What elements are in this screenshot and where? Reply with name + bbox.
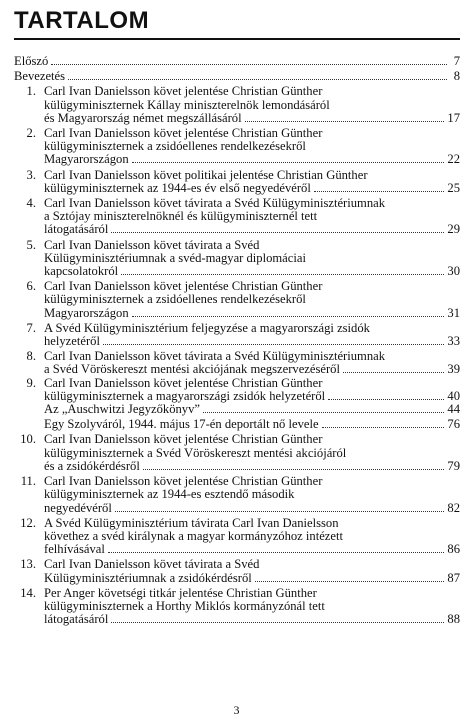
toc-entry	[14, 70, 460, 83]
toc-entry-title: Carl Ivan Danielsson követ jelentése Christian Günther	[44, 279, 323, 294]
dot-leader	[115, 502, 445, 512]
toc-entry-title: külügyminiszternek Kállay miniszterelnök lemondásáról	[44, 97, 330, 112]
toc-entry	[14, 475, 460, 515]
toc-entry-title: A Svéd Külügyminisztérium feljegyzése a magyarországi zsidók	[44, 320, 370, 335]
toc-entry-title: Carl Ivan Danielsson követ távirata a Svéd Külügyminisztériumnak	[44, 196, 385, 211]
toc-entry-title: és a zsidókérdésről	[44, 458, 140, 473]
toc-entry-number: 10.	[20, 432, 36, 447]
dot-leader	[111, 613, 444, 623]
toc-entry	[14, 280, 460, 320]
toc-entry	[14, 127, 460, 167]
dot-leader	[108, 543, 445, 553]
title-rule	[14, 38, 460, 40]
dot-leader	[255, 572, 445, 582]
toc-entry-number: 7.	[26, 320, 36, 335]
toc-entry-number: 8.	[26, 349, 36, 364]
toc-entry-title: a Sztójay miniszterelnöknél és külügyminiszternél tett	[44, 209, 318, 224]
toc-entry-title: Külügyminisztériumnak a zsidókérdésről	[44, 570, 252, 585]
toc-entry-title: felhívásával	[44, 542, 105, 557]
toc-entry-title: és Magyarország német megszállásáról	[44, 110, 242, 125]
toc-entry-title: Előszó	[14, 54, 49, 68]
dot-leader	[203, 403, 444, 413]
toc-entry-title: Magyarországon	[44, 305, 129, 320]
toc-page-number: 40	[447, 388, 460, 403]
toc-entry-number: 11.	[20, 474, 36, 489]
toc-entry-title: külügyminiszternek a zsidóellenes rendelkezésekről	[44, 292, 306, 307]
toc-page-number: 31	[447, 305, 460, 320]
toc-entry-title: Carl Ivan Danielsson követ távirata a Svéd Külügyminisztériumnak	[44, 349, 385, 364]
toc-entry-title: Bevezetés	[14, 69, 66, 84]
toc-page-number: 7	[453, 54, 460, 68]
toc-entry-title: külügyminiszternek a Svéd Vöröskereszt mentési akciójáról	[44, 445, 347, 460]
toc-entry-title: külügyminiszternek a zsidóellenes rendelkezésekről	[44, 139, 306, 154]
toc-entry-title: Per Anger követségi titkár jelentése Christian Günther	[44, 585, 317, 600]
toc-entry-number: 3.	[26, 167, 36, 182]
page-number: 3	[233, 703, 240, 717]
toc-entry-number: 6.	[26, 279, 36, 294]
toc-entry	[14, 377, 460, 403]
toc-entry	[14, 517, 460, 557]
dot-leader	[132, 307, 445, 317]
toc-page-number: 33	[447, 334, 460, 349]
toc-entry-title: Magyarországon	[44, 152, 129, 167]
dot-leader	[103, 335, 444, 345]
toc-entry	[14, 558, 460, 584]
toc-page-number: 82	[447, 500, 460, 515]
toc-page-number: 87	[447, 570, 460, 585]
toc-page-number: 88	[447, 612, 460, 627]
dot-leader	[314, 182, 445, 192]
toc-entry-title: külügyminiszternek az 1944-es év első negyedévéről	[44, 180, 311, 195]
toc-entry-title: látogatásáról	[44, 612, 109, 627]
toc-page-number: 39	[447, 362, 460, 377]
toc-entry-title: Carl Ivan Danielsson követ jelentése Christian Günther	[44, 375, 323, 390]
toc-entry	[14, 239, 460, 279]
toc-page-number: 44	[447, 402, 460, 417]
toc-page-number: 17	[447, 110, 460, 125]
dot-leader	[68, 70, 447, 80]
toc-page-number: 29	[447, 222, 460, 237]
toc-entry	[14, 433, 460, 473]
toc-entry	[14, 403, 460, 416]
toc-entry	[14, 55, 460, 68]
table-of-contents	[14, 55, 460, 626]
toc-entry-title: Carl Ivan Danielsson követ jelentése Christian Günther	[44, 432, 323, 447]
toc-entry-title: külügyminiszternek az 1944-es esztendő második	[44, 487, 295, 502]
toc-entry-number: 5.	[26, 237, 36, 252]
toc-entry-title: Carl Ivan Danielsson követ jelentése Christian Günther	[44, 126, 323, 141]
toc-entry	[14, 322, 460, 348]
toc-entry	[14, 85, 460, 125]
dot-leader	[322, 418, 445, 428]
toc-entry-title: Külügyminisztériumnak a svéd-magyar diplomáciai	[44, 250, 306, 265]
dot-leader	[143, 460, 445, 470]
dot-leader	[245, 112, 445, 122]
toc-entry-number: 2.	[26, 126, 36, 141]
toc-entry-title: A Svéd Külügyminisztérium távirata Carl Ivan Danielsson	[44, 515, 339, 530]
toc-page-number: 79	[447, 458, 460, 473]
toc-entry-number: 12.	[20, 515, 36, 530]
dot-leader	[51, 55, 447, 65]
dot-leader	[132, 153, 445, 163]
toc-entry-title: külügyminiszternek a Horthy Miklós kormányzónál tett	[44, 598, 325, 613]
toc-page-number: 22	[447, 152, 460, 167]
toc-entry	[14, 350, 460, 376]
dot-leader	[328, 390, 444, 400]
toc-entry-title: követhez a svéd királynak a magyar kormányzóhoz intézett	[44, 528, 343, 543]
toc-entry-title: Carl Ivan Danielsson követ jelentése Christian Günther	[44, 84, 323, 99]
toc-entry-title: negyedévéről	[44, 500, 112, 515]
toc-page-number: 8	[453, 69, 460, 84]
toc-entry	[14, 418, 460, 431]
dot-leader	[111, 223, 444, 233]
page-title: TARTALOM	[14, 7, 150, 34]
toc-entry-title: Carl Ivan Danielsson követ politikai jelentése Christian Günther	[44, 167, 368, 182]
toc-entry-title: Az „Auschwitzi Jegyzőkönyv”	[44, 402, 200, 417]
toc-entry-title: Carl Ivan Danielsson követ távirata a Svéd	[44, 557, 260, 572]
toc-entry-title: látogatásáról	[44, 222, 109, 237]
toc-page-number: 25	[447, 180, 460, 195]
toc-page-number: 86	[447, 542, 460, 557]
dot-leader	[343, 363, 444, 373]
toc-entry-number: 1.	[26, 84, 36, 99]
toc-entry-number: 14.	[20, 585, 36, 600]
toc-entry-number: 9.	[26, 375, 36, 390]
toc-entry-title: külügyminiszternek a magyarországi zsidók helyzetéről	[44, 388, 326, 403]
toc-page-number: 76	[447, 417, 460, 432]
toc-entry	[14, 587, 460, 627]
toc-entry-title: Carl Ivan Danielsson követ távirata a Svéd	[44, 237, 260, 252]
toc-page-number: 30	[447, 264, 460, 279]
toc-entry-title: Egy Szolyváról, 1944. május 17-én deportált nő levele	[44, 417, 319, 432]
toc-entry	[14, 197, 460, 237]
toc-entry-title: a Svéd Vöröskereszt mentési akciójának megszervezéséről	[44, 362, 340, 377]
toc-entry-title: helyzetéről	[44, 334, 100, 349]
toc-entry-number: 4.	[26, 196, 36, 211]
toc-entry-title: kapcsolatokról	[44, 264, 119, 279]
toc-entry-number: 13.	[20, 557, 36, 572]
dot-leader	[121, 265, 444, 275]
toc-entry	[14, 169, 460, 195]
toc-entry-title: Carl Ivan Danielsson követ jelentése Christian Günther	[44, 474, 323, 489]
